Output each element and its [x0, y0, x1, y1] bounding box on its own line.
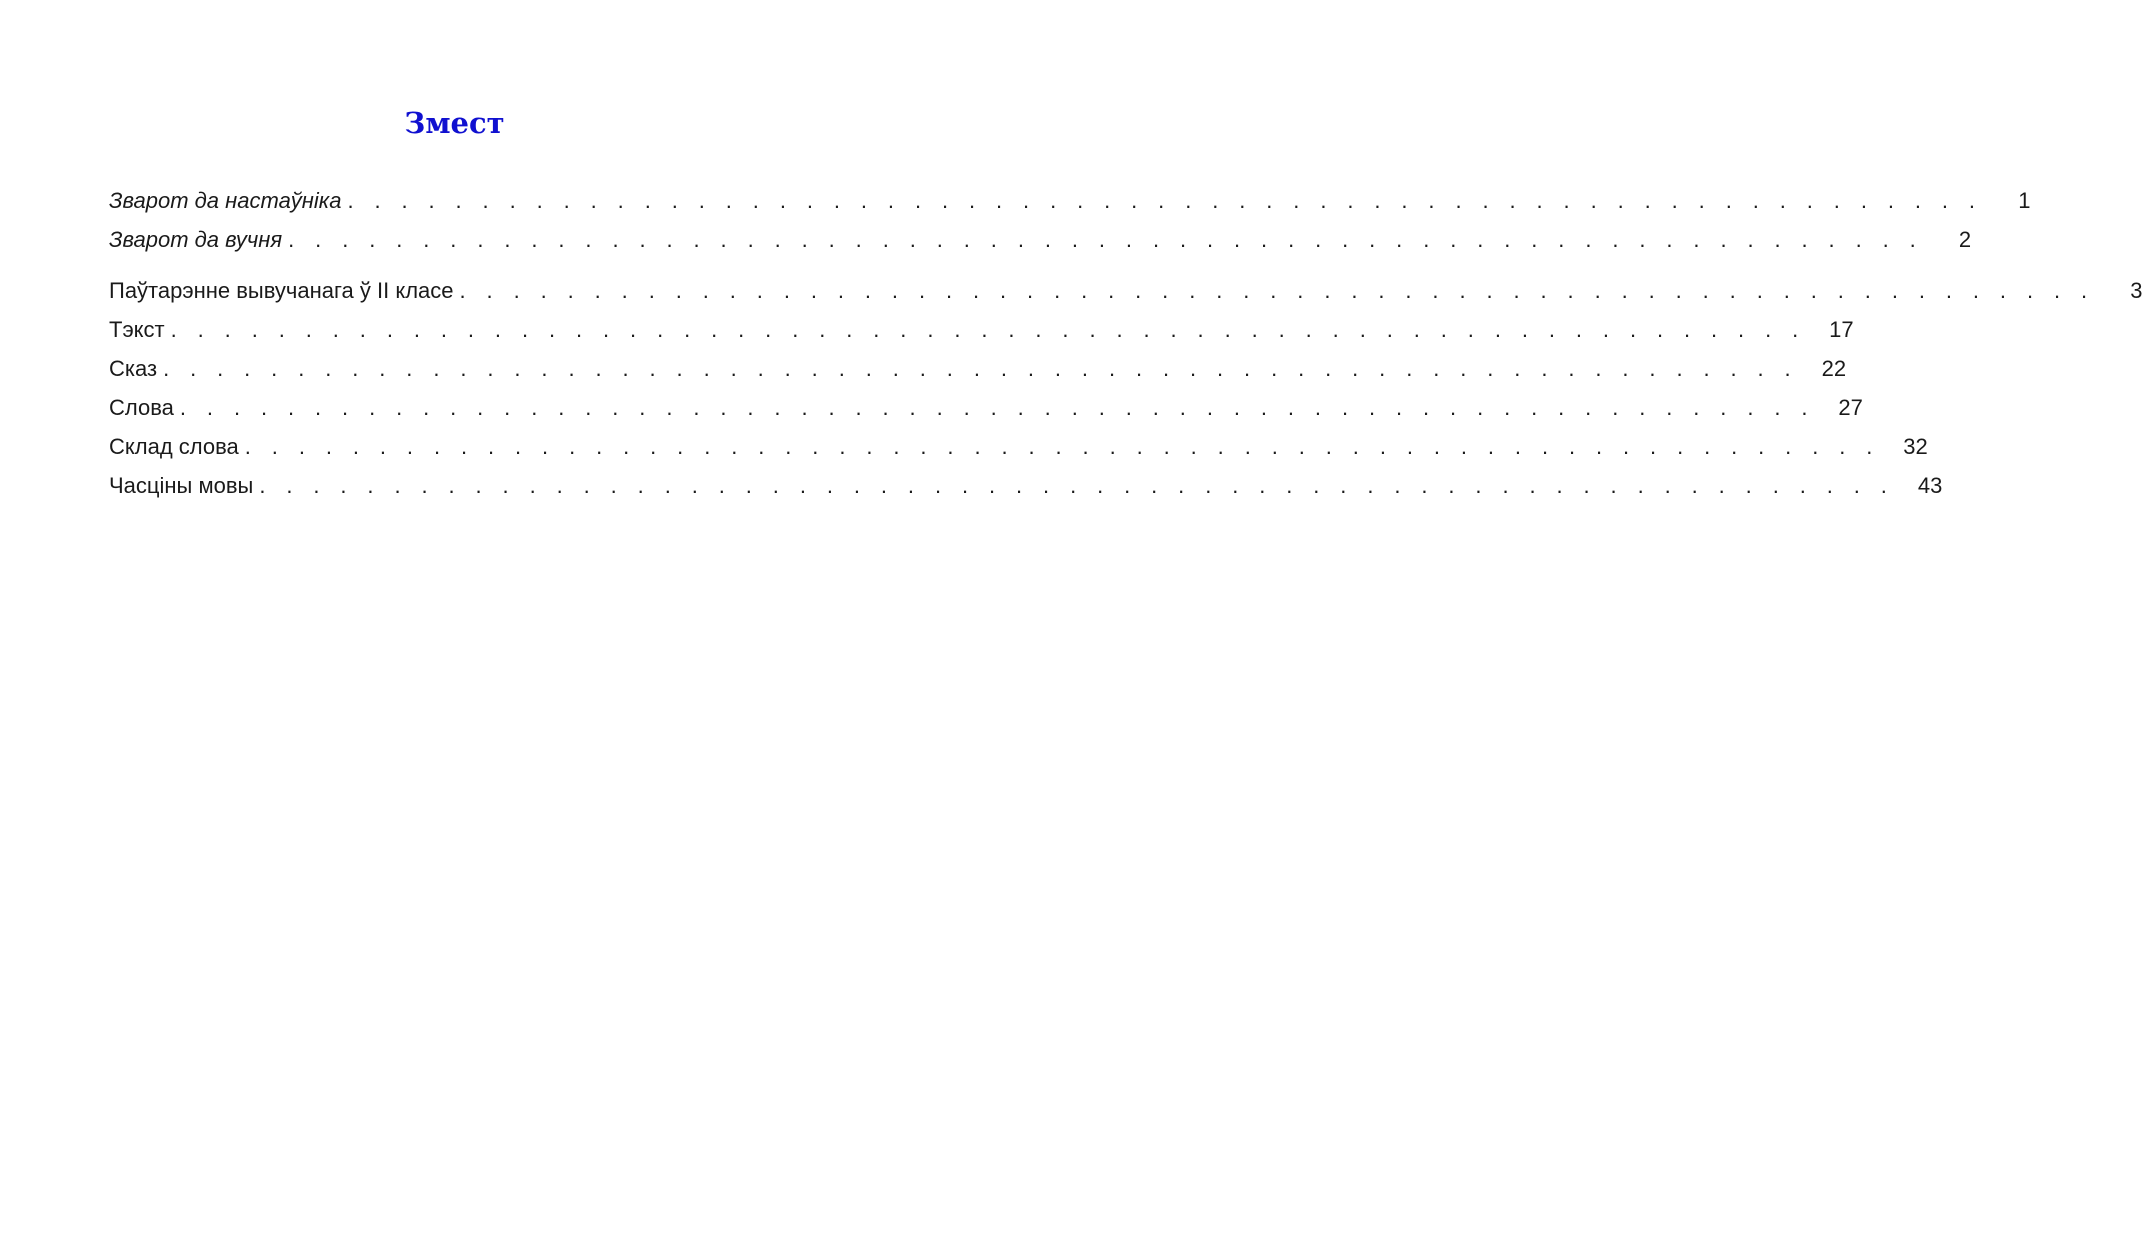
- toc-page-number: 2: [1958, 227, 1972, 252]
- toc-entry-label: Зварот да настаўніка: [109, 188, 342, 213]
- toc-page-number: 32: [1903, 434, 1928, 459]
- toc-entry-label: Склад слова: [109, 434, 239, 459]
- toc-page-number: 43: [1917, 473, 1943, 498]
- toc-entry[interactable]: [109, 220, 1972, 259]
- toc-page-number: 1: [2018, 188, 2031, 213]
- toc-entry[interactable]: [109, 427, 1928, 466]
- toc-entry[interactable]: [109, 388, 1863, 427]
- toc-leader-dots: . . . . . . . . . . . . . . . . . . . . . . . . . . . . . . . . . . . . . . . . . . . . . . . . . . . . . . . . . . . . .: [244, 434, 1880, 459]
- toc-entry[interactable]: [109, 349, 1847, 388]
- toc-page-number: 3: [2130, 278, 2143, 303]
- page-title: Змест: [404, 106, 505, 140]
- toc-entry-label: Слова: [109, 395, 174, 420]
- toc-leader-dots: . . . . . . . . . . . . . . . . . . . . . . . . . . . . . . . . . . . . . . . . . . . . . . . . . . . . . . . . . . . . .: [459, 278, 2095, 303]
- toc-page-number: 27: [1838, 395, 1863, 420]
- toc-entry-label: Паўтарэнне вывучанага ў II класе: [109, 278, 454, 303]
- toc-page-number: 22: [1821, 356, 1847, 381]
- table-of-contents: [109, 181, 2143, 505]
- toc-entry[interactable]: [109, 310, 1854, 349]
- toc-leader-dots: . . . . . . . . . . . . . . . . . . . . . . . . . . . . . . . . . . . . . . . . . . . . . . . . . . . . . . . . . . . . .: [179, 395, 1815, 420]
- toc-leader-dots: . . . . . . . . . . . . . . . . . . . . . . . . . . . . . . . . . . . . . . . . . . . . . . . . . . . . . . . . . . . . .: [163, 356, 1799, 381]
- toc-leader-dots: . . . . . . . . . . . . . . . . . . . . . . . . . . . . . . . . . . . . . . . . . . . . . . . . . . . . . . . . . . . . .: [259, 473, 1895, 498]
- toc-entry[interactable]: [109, 271, 2143, 310]
- toc-entry-label: Зварот да вучня: [109, 227, 283, 252]
- toc-leader-dots: . . . . . . . . . . . . . . . . . . . . . . . . . . . . . . . . . . . . . . . . . . . . . . . . . . . . . . . . . . . . .: [288, 227, 1924, 252]
- toc-entry-label: Сказ: [109, 356, 158, 381]
- toc-entry-label: Тэкст: [109, 317, 165, 342]
- toc-leader-dots: . . . . . . . . . . . . . . . . . . . . . . . . . . . . . . . . . . . . . . . . . . . . . . . . . . . . . . . . . . . . .: [170, 317, 1806, 342]
- toc-entry-label: Часціны мовы: [109, 473, 254, 498]
- toc-entry[interactable]: [109, 181, 2031, 220]
- toc-page-number: 17: [1829, 317, 1854, 342]
- toc-entry[interactable]: [109, 466, 1943, 505]
- toc-leader-dots: . . . . . . . . . . . . . . . . . . . . . . . . . . . . . . . . . . . . . . . . . . . . . . . . . . . . . . . . . . . . .: [347, 188, 1983, 213]
